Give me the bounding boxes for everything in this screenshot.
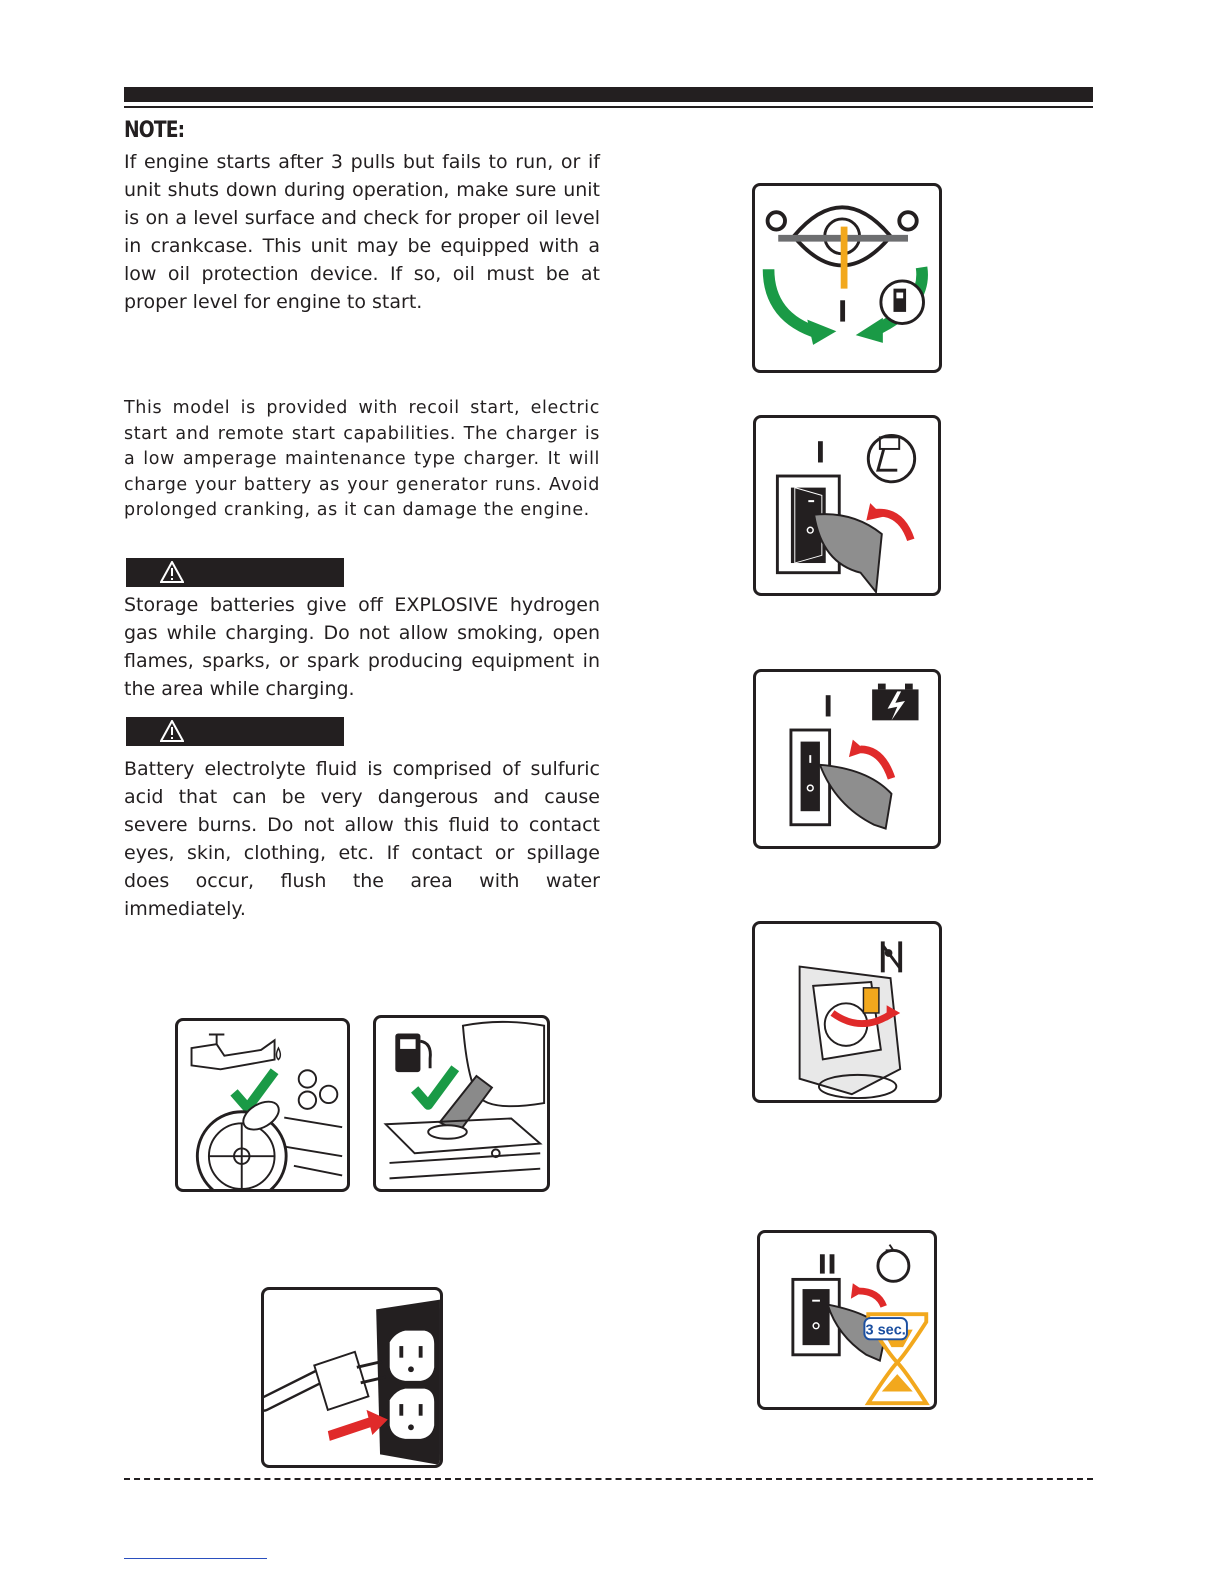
note-heading: NOTE:	[124, 118, 185, 143]
choke-icon	[755, 924, 939, 1100]
starting-text: This model is provided with recoil start, electric start and remote start capabilities. The charger is a low amperage maintenance type charger. It will charge your battery as your generator runs. Avoid prolonged cranking, as it can damage the engine.	[124, 398, 600, 520]
start-switch-illustration	[757, 1230, 937, 1410]
fuel-fill-illustration	[373, 1015, 550, 1192]
header-bar	[124, 87, 1093, 102]
fuel-pump-icon	[376, 1018, 547, 1189]
battery-switch-illustration	[753, 669, 941, 849]
warning-banner-1	[126, 558, 344, 587]
note-text: If engine starts after 3 pulls but fails to run, or if unit shuts down during operation, make sure unit is on a level surface and check for proper oil level in crankcase. This unit may be equipped with a low oil protection device. If so, oil must be at proper level for engine to start.	[124, 151, 600, 313]
oil-can-icon	[178, 1021, 347, 1189]
battery-switch-icon	[756, 672, 938, 846]
choke-lever-illustration	[752, 921, 942, 1103]
footer-dashed-rule	[124, 1478, 1093, 1480]
fuel-valve-icon	[755, 186, 939, 370]
start-switch-icon	[760, 1233, 934, 1407]
hold-time-label: 3 sec.	[865, 1322, 906, 1339]
fuel-valve-illustration	[752, 183, 942, 373]
acid-warning-text: Battery electrolyte fluid is comprised of sulfuric acid that can be very dangerous and cause severe burns. Do not allow this fluid to contact eyes, skin, clothing, etc. If contact or spillage does occur, flush the area with water immediately.	[124, 758, 600, 920]
oil-check-illustration	[175, 1018, 350, 1192]
hydrogen-warning-text: Storage batteries give off EXPLOSIVE hydrogen gas while charging. Do not allow smoking, open flames, sparks, or spark producing equipment in the area while charging.	[124, 594, 600, 700]
header-rule	[124, 106, 1093, 108]
warning-triangle-icon	[160, 720, 184, 742]
warning-triangle-icon	[160, 561, 184, 583]
engine-switch-icon	[756, 418, 938, 593]
footer-link-underline	[124, 1558, 267, 1559]
fuel-valve-label: I	[844, 298, 845, 300]
warning-banner-2	[126, 717, 344, 746]
power-plug-icon	[264, 1290, 440, 1465]
unplug-cord-illustration	[261, 1287, 443, 1468]
engine-switch-illustration	[753, 415, 941, 596]
